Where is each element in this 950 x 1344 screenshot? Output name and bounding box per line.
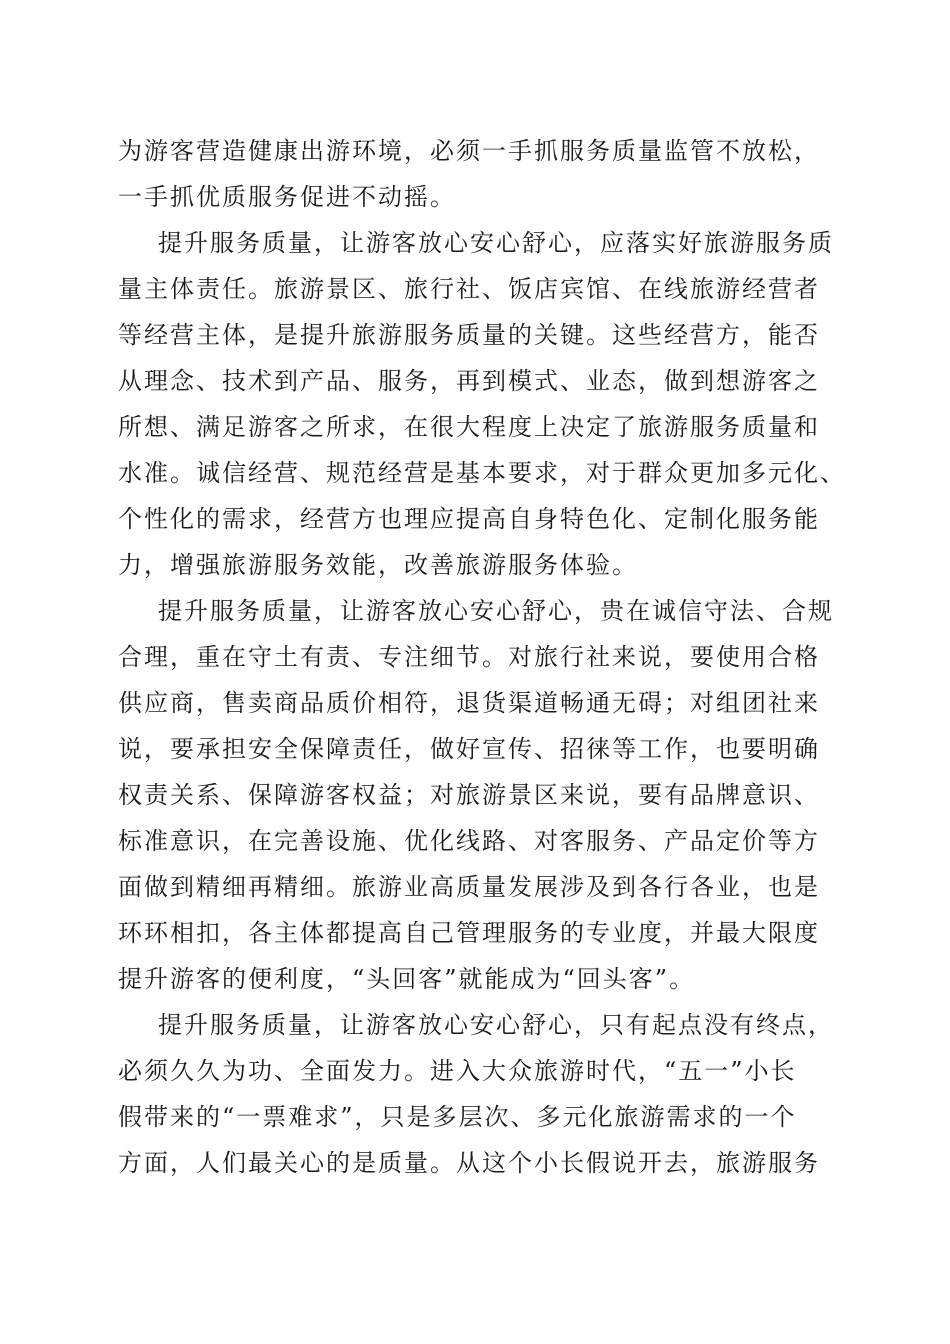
- paragraph-3: [118, 588, 858, 1002]
- text-line: 方面，人们最关心的是质量。从这个小长假说开去，旅游服务: [118, 1149, 820, 1177]
- text-line: 权责关系、保障游客权益；对旅游景区来说，要有品牌意识、: [118, 781, 820, 809]
- text-line: 提升服务质量，让游客放心安心舒心，只有起点没有终点，: [158, 1011, 834, 1039]
- text-line: 标准意识，在完善设施、优化线路、对客服务、产品定价等方: [118, 827, 820, 855]
- text-line: 量主体责任。旅游景区、旅行社、饭店宾馆、在线旅游经营者: [118, 275, 820, 303]
- text-line: 提升服务质量，让游客放心安心舒心，贵在诚信守法、合规: [158, 597, 834, 625]
- paragraph-1: [118, 128, 858, 220]
- text-line: 环环相扣，各主体都提高自己管理服务的专业度，并最大限度: [118, 919, 820, 947]
- text-line: 水准。诚信经营、规范经营是基本要求，对于群众更加多元化、: [118, 459, 846, 487]
- text-line: 提升服务质量，让游客放心安心舒心，应落实好旅游服务质: [158, 229, 834, 257]
- text-line: 从理念、技术到产品、服务，再到模式、业态，做到想游客之: [118, 367, 820, 395]
- text-line: 等经营主体，是提升旅游服务质量的关键。这些经营方，能否: [118, 321, 820, 349]
- text-line: 假带来的“一票难求”，只是多层次、多元化旅游需求的一个: [118, 1103, 797, 1131]
- text-line: 面做到精细再精细。旅游业高质量发展涉及到各行各业，也是: [118, 873, 820, 901]
- text-line: 为游客营造健康出游环境，必须一手抓服务质量监管不放松，: [118, 137, 820, 165]
- text-line: 一手抓优质服务促进不动摇。: [118, 183, 456, 211]
- text-line: 所想、满足游客之所求，在很大程度上决定了旅游服务质量和: [118, 413, 820, 441]
- paragraph-2: [118, 220, 858, 588]
- text-line: 个性化的需求，经营方也理应提高自身特色化、定制化服务能: [118, 505, 820, 533]
- text-line: 提升游客的便利度，“头回客”就能成为“回头客”。: [118, 965, 696, 993]
- text-line: 合理，重在守土有责、专注细节。对旅行社来说，要使用合格: [118, 643, 820, 671]
- paragraph-4: [118, 1002, 858, 1186]
- text-line: 必须久久为功、全面发力。进入大众旅游时代，“五一”小长: [118, 1057, 797, 1085]
- article-body: [118, 128, 858, 1186]
- text-line: 说，要承担安全保障责任，做好宣传、招徕等工作，也要明确: [118, 735, 820, 763]
- text-line: 供应商，售卖商品质价相符，退货渠道畅通无碍；对组团社来: [118, 689, 820, 717]
- text-line: 力，增强旅游服务效能，改善旅游服务体验。: [118, 551, 638, 579]
